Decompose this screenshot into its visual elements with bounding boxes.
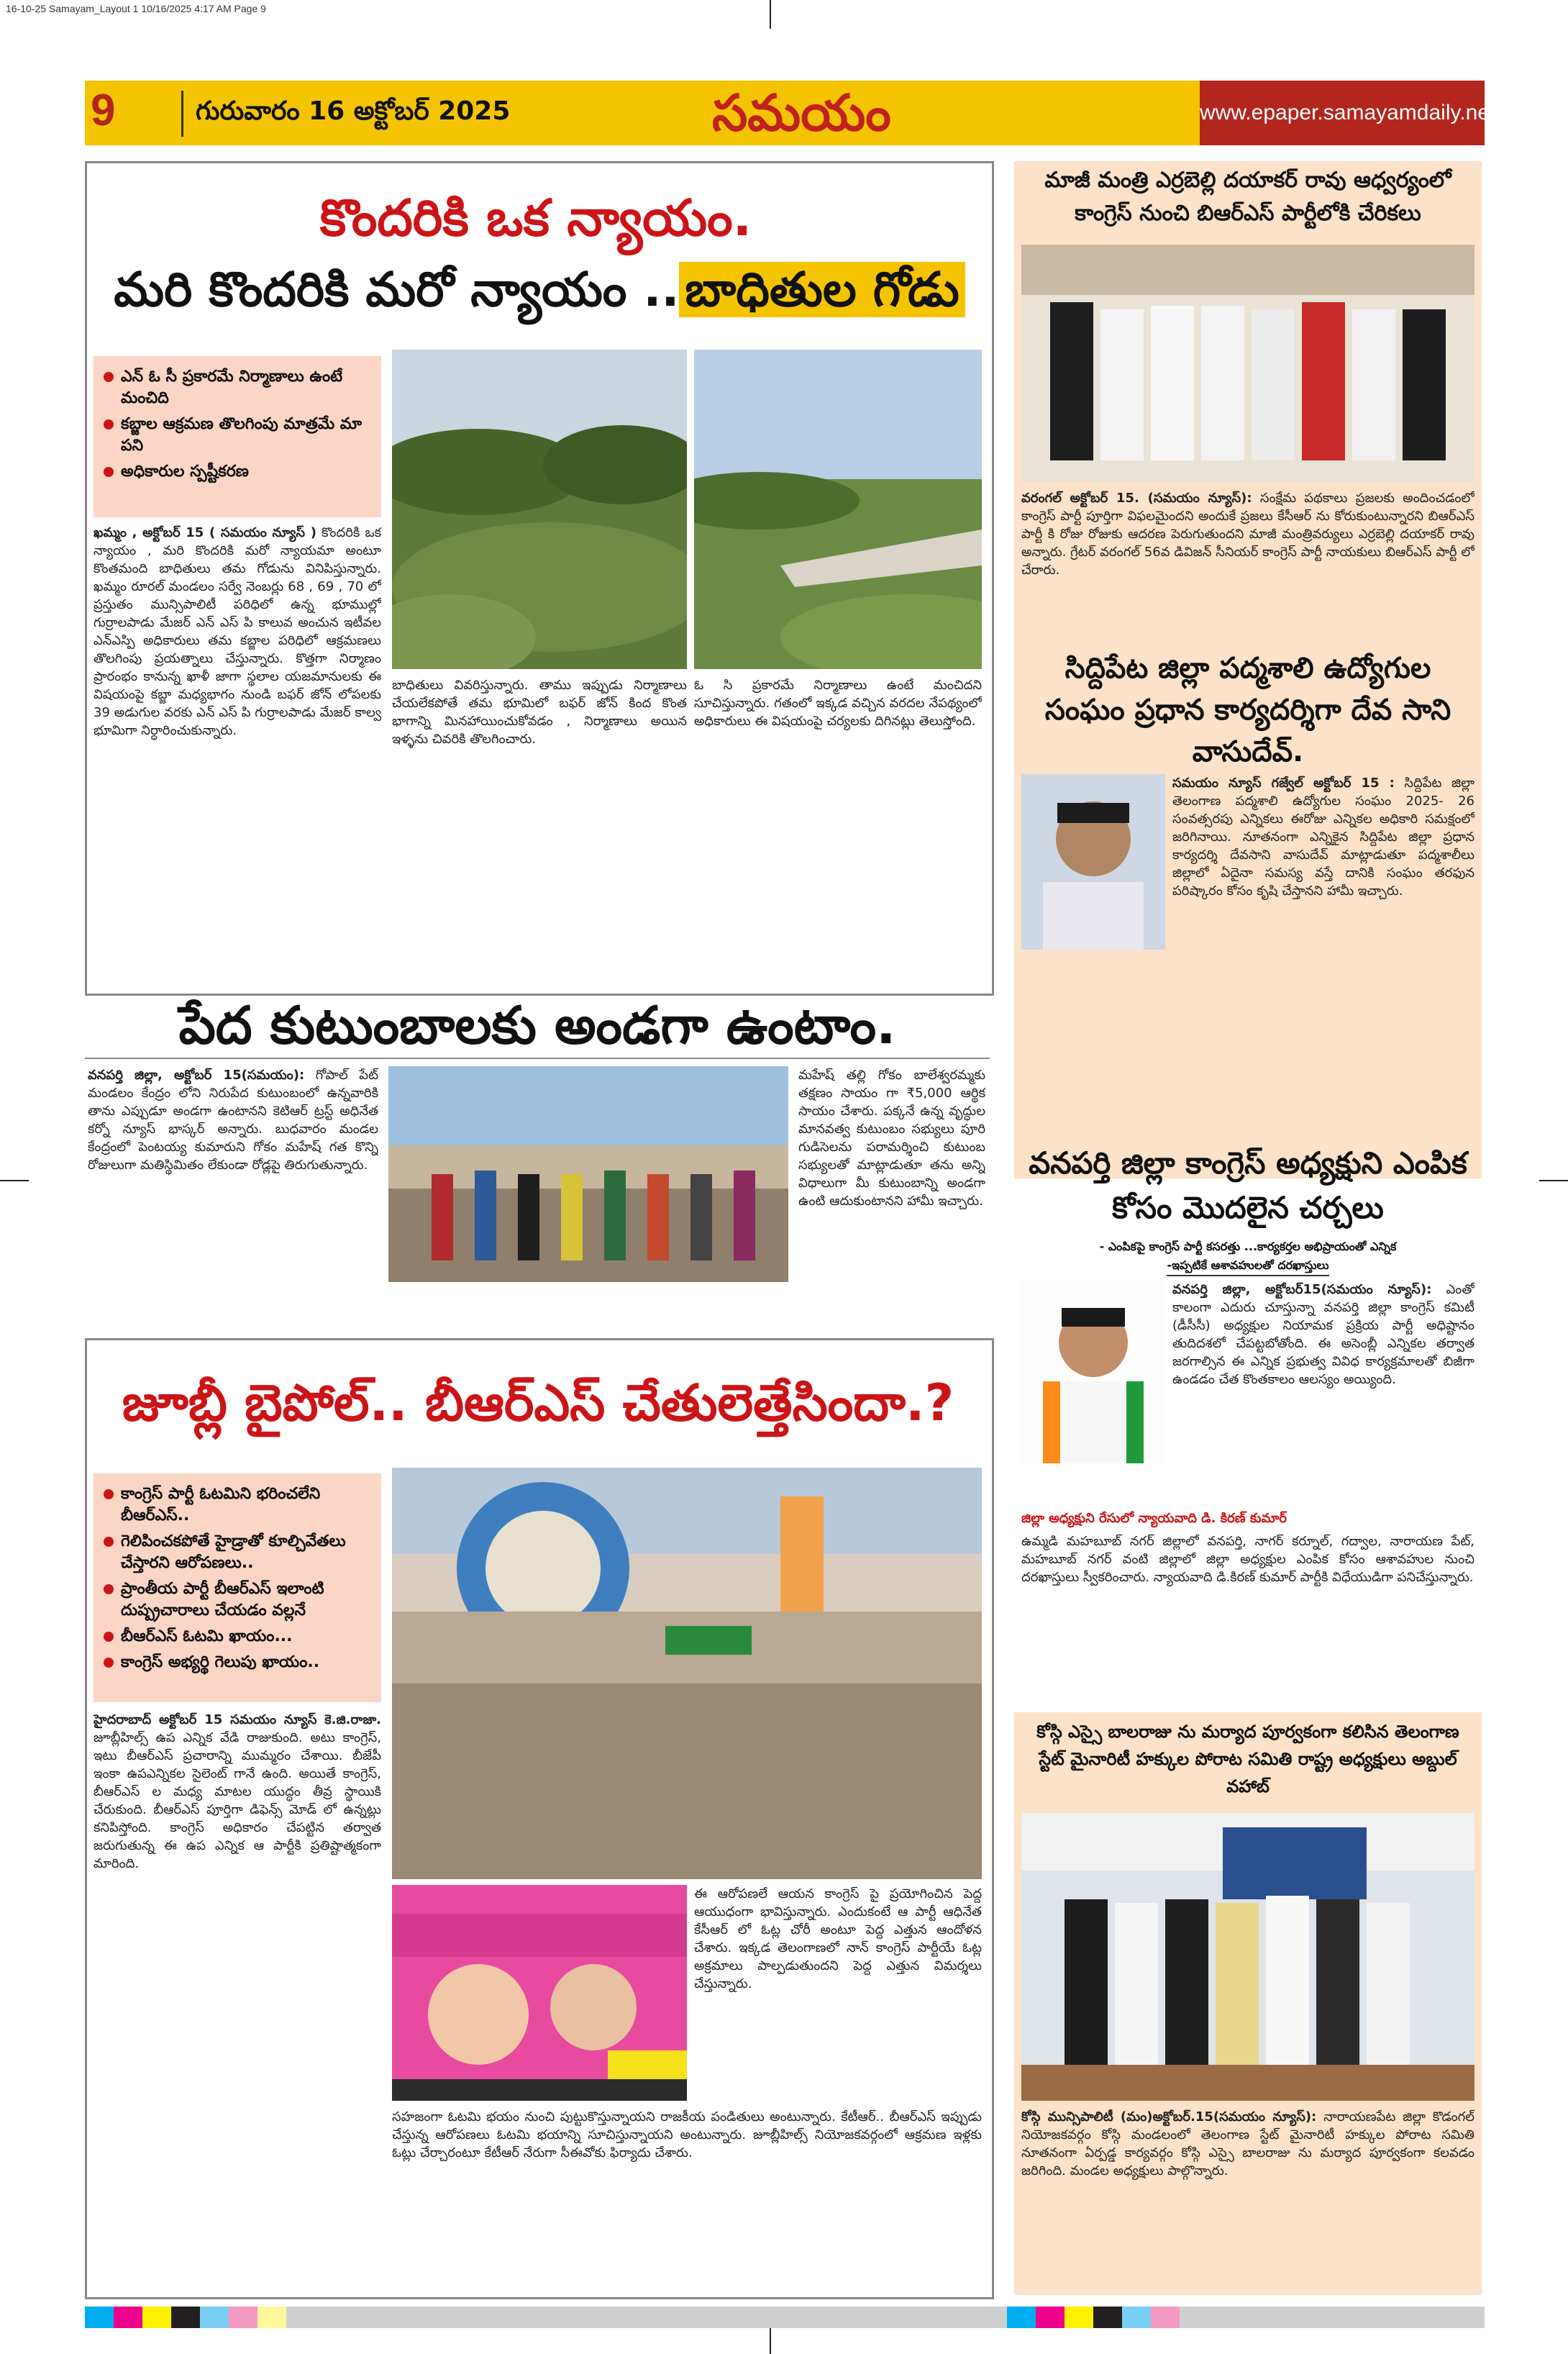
side3-body-text: ఎంతో కాలంగా ఎదురు చూస్తున్నా వనపర్తి జిల్లా కాంగ్రెస్ కమిటీ (డీసీసీ) అధ్యక్షుల నియామక ప్రక్రియ పార్టీ అధిష్టానం తుదిదశలో చేపట్టబోతోంది. ఈ అసెంబ్లీ ఎన్నికల తర్వాత జరగాల్సిన ఈ ఎన్నిక ప్రభుత్వ వివిధ కార్యక్రమాలతో బిజీగా ఉండడం చేత కొంతకాలం ఆలస్యం అయ్యింది. — [1172, 1282, 1474, 1387]
story2-body-text: గోపాల్ పేట్ మండలం కేంద్రం లోని నిరుపేద కుటుంబంలో ఉన్నవారికి తాను ఎప్పుడూ అండగా ఉంటానని కెటిఆర్ ట్రస్ట్ అధినేత కర్నో న్యూస్ భాస్కర్ అన్నారు. బుధవారం మండల కేంద్రంలో పెంటయ్య కుమారుని గోకం మహేష్ గత కొన్ని రోజులుగా మతిస్థిమితం లేకుండా రోడ్లపై తిరుగుతున్నారు. — [88, 1068, 378, 1173]
color-swatch — [1007, 2307, 1036, 2328]
story2-divider — [85, 1058, 990, 1059]
page-number: 9 — [91, 86, 116, 135]
side2-body — [1172, 774, 1474, 1098]
website-link[interactable]: www.epaper.samayamdaily.net — [1200, 81, 1485, 145]
story1-dateline: ఖమ్మం , అక్టోబర్ 15 ( సమయం న్యూస్ ) — [94, 525, 316, 540]
side2-photo — [1021, 774, 1165, 950]
header-divider — [181, 91, 183, 137]
story3-bullet: కాంగ్రెస్ పార్టీ ఓటమిని భరించలేని బీఆర్ఎస్.. — [101, 1483, 374, 1527]
story1-body-col1 — [94, 524, 381, 984]
color-swatch — [229, 2307, 257, 2328]
crop-mark — [1539, 1180, 1568, 1181]
side3-photo-caption: జిల్లా అధ్యక్షుని రేసులో న్యాయవాది డి. కిరణ్ కుమార్ — [1021, 1511, 1287, 1526]
side3-photo — [1021, 1281, 1165, 1463]
side3-sub1: - ఎంపికపై కాంగ్రెస్ పార్టీ కసరత్తు ...కార్యకర్తల అభిప్రాయంతో ఎన్నిక — [1099, 1240, 1397, 1253]
story3-bullet-box — [94, 1473, 381, 1702]
color-swatch — [1036, 2307, 1065, 2328]
story1-body-col2: బాధితులు వివరిస్తున్నారు. తాము ఇప్పుడు నిర్మాణాలు చేయలేకపోతే తమ భూమిలో బఫర్ జోన్ కింద కొంత భాగాన్ని మినహాయించుకోవడం , నిర్మాణాలు అయిన ఇళ్ళను చివరికి తొలగించారు. — [392, 678, 687, 747]
story3-bullet: బీఆర్ఎస్ ఓటమి ఖాయం... — [101, 1626, 374, 1648]
story3-photo-vehicle — [392, 1885, 687, 2101]
print-slug: 16-10-25 Samayam_Layout 1 10/16/2025 4:17 AM Page 9 — [6, 3, 266, 14]
color-swatch — [200, 2307, 229, 2328]
crop-mark — [770, 2325, 771, 2354]
crop-mark — [770, 0, 771, 29]
side3-body2: ఉమ్మడి మహబూబ్ నగర్ జిల్లాలో వనపర్తి, నాగర్ కర్నూల్, గద్వాల, నారాయణ పేట్, మహబూబ్ నగర్ వంటి జిల్లాలో జిల్లా అధ్యక్షుల ఎంపిక కోసం ఆశావహుల నుంచి దరఖాస్తులు స్వీకరించారు. న్యాయవాది డి.కిరణ్ కుమార్ పార్టీకి విధేయుడిగా పనిచేస్తున్నారు. — [1021, 1534, 1474, 1585]
story2-dateline: వనపర్తి జిల్లా, అక్టోబర్ 15(సమయం): — [88, 1068, 305, 1083]
story3-bullet: కాంగ్రెస్ అభ్యర్థి గెలుపు ఖాయం.. — [101, 1652, 374, 1673]
story1-headline-line2a: మరి కొందరికి మరో న్యాయం .. — [114, 262, 680, 317]
story2-body-left — [88, 1066, 378, 1340]
color-swatch — [1093, 2307, 1122, 2328]
side3-dateline: వనపర్తి జిల్లా, అక్టోబర్15(సమయం న్యూస్): — [1172, 1282, 1432, 1297]
color-bar — [1007, 2307, 1180, 2328]
story1-bullet: కబ్జాల ఆక్రమణ తొలగింపు మాత్రమే మా పని — [101, 414, 374, 457]
story1-headline-line2 — [94, 262, 985, 329]
story1-bullet: అధికారుల స్పష్టీకరణ — [101, 461, 374, 483]
color-bar — [85, 2307, 286, 2328]
color-swatch — [142, 2307, 171, 2328]
story3-body-text: జూబ్లీహిల్స్ ఉప ఎన్నిక వేడి రాజుకుంది. అటు కాంగ్రెస్, ఇటు బీఆర్ఎస్ ప్రచారాన్ని ముమ్మరం చేశాయి. బీజేపీ ఇంకా ఉపఎన్నికల సైలెంట్ గానే ఉంది. అయితే కాంగ్రెస్, బీఆర్ఎస్ ల మధ్య మాటల యుద్ధం తీవ్ర స్థాయికి చేరుకుంది. బీఆర్ఎస్ పూర్తిగా డిఫెన్స్ మోడ్ లో ఉన్నట్లు కనిపిస్తోంది. కాంగ్రెస్ అధికారం చేపట్టిన తర్వాత జరుగుతున్న ఈ ఉప ఎన్నిక ఆ పార్టీకి ప్రతిష్టాత్మకంగా మారింది. — [94, 1730, 381, 1871]
story1-bullet-box — [94, 356, 381, 517]
side3-subheads — [1021, 1237, 1474, 1276]
story2-headline: పేద కుటుంబాలకు అండగా ఉంటాం. — [178, 995, 896, 1055]
story2-photo — [388, 1066, 788, 1282]
issue-date: గురువారం 16 అక్టోబర్ 2025 — [196, 96, 511, 126]
story3-body-col2: ఈ ఆరోపణలే ఆయన కాంగ్రెస్ పై ప్రయోగించిన పెద్ద ఆయుధంగా భావిస్తున్నారు. ఎందుకంటే ఆ పార్టీ ఆధినేత కేసీఆర్ లో ఓట్ల చోరీ అంటూ పెద్ద ఎత్తున ఆందోళన చేశారు. ఇక్కడ తెలంగాణలో నాన్ కాంగ్రెస్ పార్టీయే ఓట్ల అక్రమాలు పాల్పడుతుందని పెద్ద ఎత్తున విమర్శలు చేస్తున్నారు. — [694, 1886, 982, 1991]
story1-body-text: కొందరికి ఒక న్యాయం , మరి కొందరికి మరో న్యాయమా అంటూ కొంతమంది బాధితులు తమ గోడును వినిపిస్తున్నారు. ఖమ్మం రూరల్ మండలం సర్వే నెంబర్లు 68 , 69 , 70 లో ప్రస్తుతం మున్సిపాలిటీ పరిధిలో ఉన్న భూముల్లో గుర్రాలపాడు మేజర్ ఎన్ ఎస్ పి కాలువ అంచున ఇటీవల ఎన్ఎస్పి అధికారులు తమ కబ్జాల పరిధిలో ఆక్రమణలు తొలగింపు ప్రయత్నాలు చేస్తున్నారు. కొత్తగా నిర్మాణం ప్రారంభం కానున్న ఖాళీ జాగా స్థలాల యజమానులకు ఈ విషయంపై కబ్జా మధ్యభాగం నుండి బఫర్ జోన్ లోపలకు 39 అడుగుల వరకు ఎన్ ఎస్ పి గుర్రాలపాడు మేజర్ కాల్వ భూమిగా నిర్ధారించుకున్నారు. — [94, 525, 381, 738]
story1-headline-line1: కొందరికి ఒక న్యాయం. — [319, 188, 752, 247]
story3-bullet: గెలిపించకపోతే హైడ్రాతో కూల్చివేతలు చేస్తారని ఆరోపణలు.. — [101, 1531, 374, 1574]
side1-body-text: సంక్షేమ పథకాలు ప్రజలకు అందించడంలో కాంగ్రెస్ పార్టీ పూర్తిగా విఫలమైందని అందుకే ప్రజలు కేసీఆర్ ను కోరుకుంటున్నారని బిఆర్ఎస్ పార్టీ కి రోజు రోజుకు ఆదరణ పెరుగుతుందని మాజీ మంత్రివర్యులు ఎర్రబెల్లి దయాకర్ రావు అన్నారు. గ్రేటర్ వరంగల్ 56వ డివిజన్ సీనియర్ కాంగ్రెస్ పార్టీ నాయకులు బిఆర్ఎస్ పార్టీ లో చేరారు. — [1021, 491, 1474, 578]
color-swatch — [171, 2307, 200, 2328]
story3-dateline: హైదరాబాద్ అక్టోబర్ 15 సమయం న్యూస్ కె.జి.రాజా. — [94, 1712, 381, 1727]
side4-body — [1021, 2108, 1474, 2288]
masthead-logo: సమయం — [712, 83, 891, 142]
side1-dateline: వరంగల్ అక్టోబర్ 15. (సమయం న్యూస్): — [1021, 491, 1252, 506]
color-swatch — [1122, 2307, 1151, 2328]
color-swatch — [114, 2307, 142, 2328]
side3-body — [1172, 1281, 1474, 1511]
side2-dateline: సమయం న్యూస్ గజ్వేల్ అక్టోబర్ 15 : — [1172, 776, 1395, 791]
story3-bullet: ప్రాంతీయ పార్టీ బీఆర్ఎస్ ఇలాంటి దుష్ప్రచారాలు చేయడం వల్లనే — [101, 1578, 374, 1622]
story3-photo-crowd — [392, 1468, 982, 1879]
side4-photo — [1021, 1813, 1474, 2101]
color-swatch — [1151, 2307, 1180, 2328]
story3-body-col1 — [94, 1711, 381, 2286]
side4-dateline: కోస్గి మున్సిపాలిటీ (మం)అక్టోబర్.15(సమయం న్యూస్): — [1021, 2109, 1317, 2124]
side3-headline: వనపర్తి జిల్లా కాంగ్రెస్ అధ్యక్షుని ఎంపిక కోసం మొదలైన చర్చలు — [1029, 1145, 1467, 1225]
story1-photo-right — [694, 350, 982, 669]
side1-photo — [1021, 245, 1474, 482]
side2-headline: సిద్దిపేట జిల్లా పద్మశాలి ఉద్యోగుల సంఘం ప్రధాన కార్యదర్శిగా దేవ సాని వాసుదేవ్. — [1044, 652, 1451, 768]
side4-body-text: నారాయణపేట జిల్లా కొడంగల్ నియోజకవర్గం కోస్గి మండలంలో తెలంగాణ స్టేట్ మైనారిటీ హక్కుల పోరాట సమితి నూతనంగా ఏర్పడ్డ కార్యవర్గం కోస్గి ఎస్సై బాలరాజు ను మర్యాద పూర్వకంగా కలవడం జరిగింది. మండల అధ్యక్షులు పాల్గొన్నారు. — [1021, 2109, 1474, 2178]
registration-strip — [85, 2307, 1485, 2328]
story3-headline: జూబ్లీ బైపోల్.. బీఆర్ఎస్ చేతులెత్తేసిందా.? — [122, 1373, 954, 1432]
story1-headline-highlight: బాధితుల గోడు — [679, 262, 965, 317]
side2-body-text: సిద్దిపేట జిల్లా తెలంగాణ పద్మశాలి ఉద్యోగుల సంఘం 2025- 26 సంవత్సరపు ఎన్నికలు ఈరోజు ఎన్నికల అధికారి సమక్షంలో జరిగినాయి. నూతనంగా ఎన్నికైన సిద్దిపేట జిల్లా ప్రధాన కార్యదర్శి దేవసాని వాసుదేవ్ మాట్లాడుతూ పద్మశాలీలు జిల్లాలో ఏదైనా సమస్య వస్తే దానికి సంఘం తరఫున పరిష్కారం కోసం కృషి చేస్తానని హామీ ఇచ్చారు. — [1172, 776, 1474, 899]
story1-photo-left — [392, 350, 687, 669]
story1-body-col3: ఓ సి ప్రకారమే నిర్మాణాలు ఉంటే మంచిదని సూచిస్తున్నారు. గతంలో ఇక్కడ వచ్చిన వరదల నేపథ్యంలో అధికారులు ఈ విషయంపై చర్యలకు దిగినట్లు తెలుస్తోంది. — [694, 678, 982, 729]
side4-headline: కోస్గి ఎస్సై బాలరాజు ను మర్యాద పూర్వకంగా కలిసిన తెలంగాణ స్టేట్ మైనారిటీ హక్కుల పోరాట సమితి రాష్ట్ర అధ్యక్షులు అబ్దుల్ వహాబ్ — [1036, 1722, 1459, 1796]
story1-bullet: ఎన్ ఓ సీ ప్రకారమే నిర్మాణాలు ఉంటే మంచిది — [101, 366, 374, 409]
color-swatch — [1065, 2307, 1093, 2328]
side3-sub2: -ఇప్పటికే ఆశావహులతో దరఖాస్తులు — [1167, 1256, 1328, 1276]
crop-mark — [0, 1180, 29, 1181]
color-swatch — [85, 2307, 114, 2328]
side1-headline: మాజీ మంత్రి ఎర్రబెల్లి దయాకర్ రావు ఆధ్వర్యంలో కాంగ్రెస్ నుంచి బిఆర్ఎస్ పార్టీలోకి చేరికలు — [1044, 168, 1451, 226]
story2-body-right: మహేష్ తల్లి గోకం బాలేశ్వరమ్మకు తక్షణం సాయం గా ₹5,000 ఆర్థిక సాయం చేశారు. పక్కనే ఉన్న వృద్ధుల మానవత్వ కుటుంబం సభ్యులు పూరి గుడిసెలను పరామర్శించి కుటుంబ సభ్యులతో మాట్లాడుతూ తను అన్ని విధాలుగా మీ కుటుంబాన్ని అండగా ఉంటి ఆదుకుంటానని హామీ ఇచ్చారు. — [798, 1068, 985, 1209]
color-swatch — [257, 2307, 286, 2328]
story3-body-col3: సహజంగా ఓటమి భయం నుంచి పుట్టుకొస్తున్నాయని రాజకీయ పండితులు అంటున్నారు. కేటీఆర్.. బీఆర్ఎస్ ఇప్పుడు చేస్తున్న ఆరోపణలు ఓటమి భయాన్ని సూచిస్తున్నాయని అంటున్నారు. జూబ్లీహిల్స్ నియోజకవర్గంలో ఆక్రమణ ఇళ్లకు ఓట్లు చేర్చారంటూ కేటీఆర్ నేరుగా సీఈవోకు ఫిర్యాదు చేశారు. — [392, 2109, 982, 2160]
